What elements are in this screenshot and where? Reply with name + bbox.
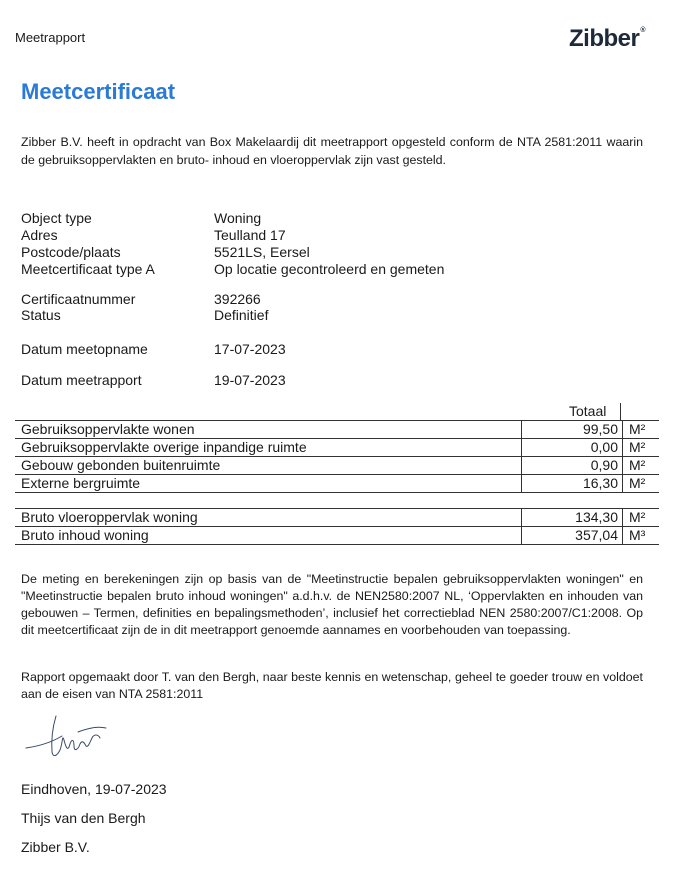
row-label: Bruto vloeroppervlak woning bbox=[15, 509, 522, 527]
info-label: Meetcertificaat type A bbox=[21, 261, 155, 277]
row-value: 0,90 bbox=[522, 457, 623, 475]
row-unit: M² bbox=[623, 421, 660, 439]
table-row bbox=[15, 421, 659, 439]
info-value: 5521LS, Eersel bbox=[214, 244, 310, 260]
row-label: Externe bergruimte bbox=[15, 475, 522, 493]
info-label: Postcode/plaats bbox=[21, 244, 121, 260]
row-value: 134,30 bbox=[522, 509, 623, 527]
signature-image bbox=[22, 712, 122, 762]
table-row bbox=[15, 509, 659, 527]
table-row bbox=[15, 457, 659, 475]
row-value: 99,50 bbox=[522, 421, 623, 439]
row-value: 16,30 bbox=[522, 475, 623, 493]
info-value: Teulland 17 bbox=[214, 227, 286, 243]
logo-registered-mark: ® bbox=[640, 27, 646, 34]
intro-paragraph: Zibber B.V. heeft in opdracht van Box Makelaardij dit meetrapport opgesteld conform de NTA 2581:2011 waarin de gebruiksoppervlakten en bruto- inhoud en vloeroppervlak zijn vast gesteld. bbox=[21, 135, 643, 167]
total-column-header: Totaal bbox=[569, 403, 607, 419]
table-row bbox=[15, 439, 659, 457]
info-value: Op locatie gecontroleerd en gemeten bbox=[214, 261, 445, 277]
total-header-divider bbox=[620, 403, 621, 420]
row-label: Bruto inhoud woning bbox=[15, 527, 522, 545]
info-label: Adres bbox=[21, 227, 58, 243]
row-label: Gebruiksoppervlakte wonen bbox=[15, 421, 522, 439]
page-title: Meetcertificaat bbox=[21, 79, 176, 104]
report-statement-paragraph: Rapport opgemaakt door T. van den Bergh, naar beste kennis en wetenschap, geheel te goeder trouw en voldoet aan de eisen van NTA 2581:2011 bbox=[21, 670, 643, 701]
info-value: 392266 bbox=[214, 291, 261, 307]
info-value: 19-07-2023 bbox=[214, 372, 286, 388]
row-label: Gebouw gebonden buitenruimte bbox=[15, 457, 522, 475]
signing-place-date: Eindhoven, 19-07-2023 bbox=[21, 781, 167, 797]
info-label: Datum meetopname bbox=[21, 341, 148, 357]
row-unit: M³ bbox=[623, 527, 660, 545]
row-value: 0,00 bbox=[522, 439, 623, 457]
row-unit: M² bbox=[623, 457, 660, 475]
info-value: Definitief bbox=[214, 307, 269, 323]
info-label: Certificaatnummer bbox=[21, 291, 136, 307]
info-label: Status bbox=[21, 307, 61, 323]
info-label: Datum meetrapport bbox=[21, 372, 142, 388]
header-label: Meetrapport bbox=[15, 30, 86, 45]
row-unit: M² bbox=[623, 475, 660, 493]
measurement-basis-paragraph: De meting en berekeningen zijn op basis van de "Meetinstructie bepalen gebruiksoppervlakten woningen" en "Meetinstructie bepalen bruto inhoud woningen" a.d.h.v. de NEN2580:2007 NL, ‘Oppervlakten en inhouden van gebouwen – Termen, definities en bepalingsmethoden’, inclusief het correctieblad NEN 2580:2007/C1:2008. Op dit meetcertificaat zijn de in dit meetrapport genoemde aannames en voorbehouden van toepassing. bbox=[21, 572, 643, 637]
zibber-logo bbox=[569, 25, 645, 53]
row-value: 357,04 bbox=[522, 527, 623, 545]
row-unit: M² bbox=[623, 509, 660, 527]
info-value: 17-07-2023 bbox=[214, 341, 286, 357]
row-label: Gebruiksoppervlakte overige inpandige ruimte bbox=[15, 439, 522, 457]
usable-area-table bbox=[15, 420, 659, 493]
signer-name: Thijs van den Bergh bbox=[21, 810, 146, 826]
table-row bbox=[15, 527, 659, 545]
table-row bbox=[15, 475, 659, 493]
signer-company: Zibber B.V. bbox=[21, 839, 90, 855]
info-label: Object type bbox=[21, 210, 92, 226]
info-value: Woning bbox=[214, 210, 262, 226]
row-unit: M² bbox=[623, 439, 660, 457]
logo-text: Zibber bbox=[569, 25, 640, 52]
gross-volume-table bbox=[15, 508, 659, 545]
